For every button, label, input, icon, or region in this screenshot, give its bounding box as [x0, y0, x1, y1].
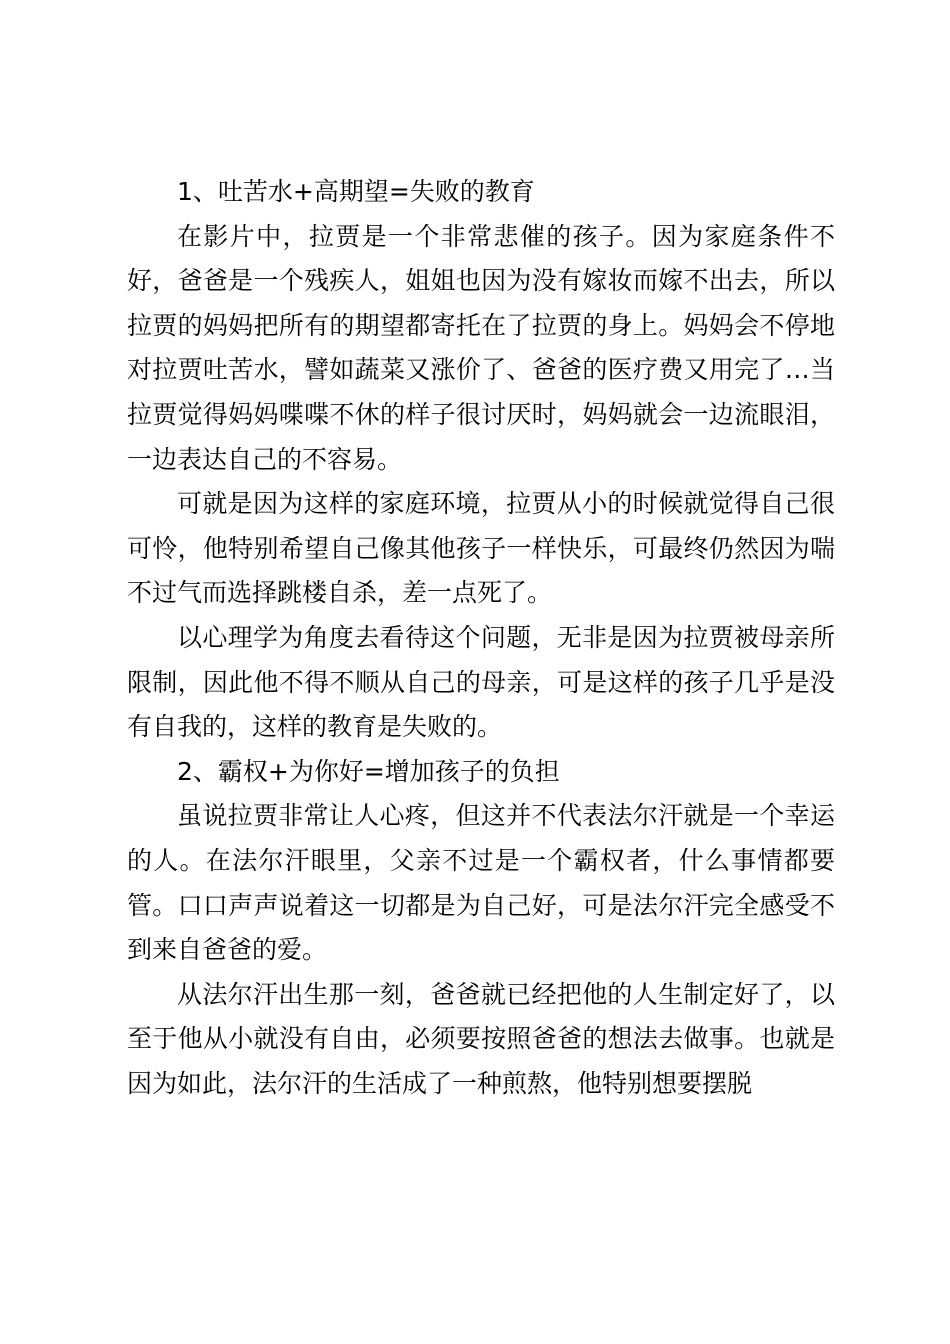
document-page: [127, 170, 835, 1106]
section-heading-2: 2、霸权+为你好=增加孩子的负担: [177, 756, 560, 786]
body-paragraph: 从法尔汗出生那一刻，爸爸就已经把他的人生制定好了，以至于他从小就没有自由，必须要按照爸爸的想法去做事。也就是因为如此，法尔汗的生活成了一种煎熬，他特别想要摆脱: [127, 979, 835, 1098]
body-paragraph: 虽说拉贾非常让人心疼，但这并不代表法尔汗就是一个幸运的人。在法尔汗眼里，父亲不过是一个霸权者，什么事情都要管。口口声声说着这一切都是为自己好，可是法尔汗完全感受不到来自爸爸的爱。: [127, 801, 835, 965]
section-heading-1: 1、吐苦水+高期望=失败的教育: [177, 177, 535, 206]
body-paragraph: 可就是因为这样的家庭环境，拉贾从小的时候就觉得自己很可怜，他特别希望自己像其他孩子一样快乐，可最终仍然因为喘不过气而选择跳楼自杀，差一点死了。: [127, 489, 835, 608]
body-paragraph: 以心理学为角度去看待这个问题，无非是因为拉贾被母亲所限制，因此他不得不顺从自己的母亲，可是这样的孩子几乎是没有自我的，这样的教育是失败的。: [127, 622, 835, 742]
body-paragraph: 在影片中，拉贾是一个非常悲催的孩子。因为家庭条件不好，爸爸是一个残疾人，姐姐也因为没有嫁妆而嫁不出去，所以拉贾的妈妈把所有的期望都寄托在了拉贾的身上。妈妈会不停地对拉贾吐苦水，譬如蔬菜又涨价了、爸爸的医疗费又用完了…当拉贾觉得妈妈喋喋不休的样子很讨厌时，妈妈就会一边流眼泪，一边表达自己的不容易。: [127, 221, 835, 474]
